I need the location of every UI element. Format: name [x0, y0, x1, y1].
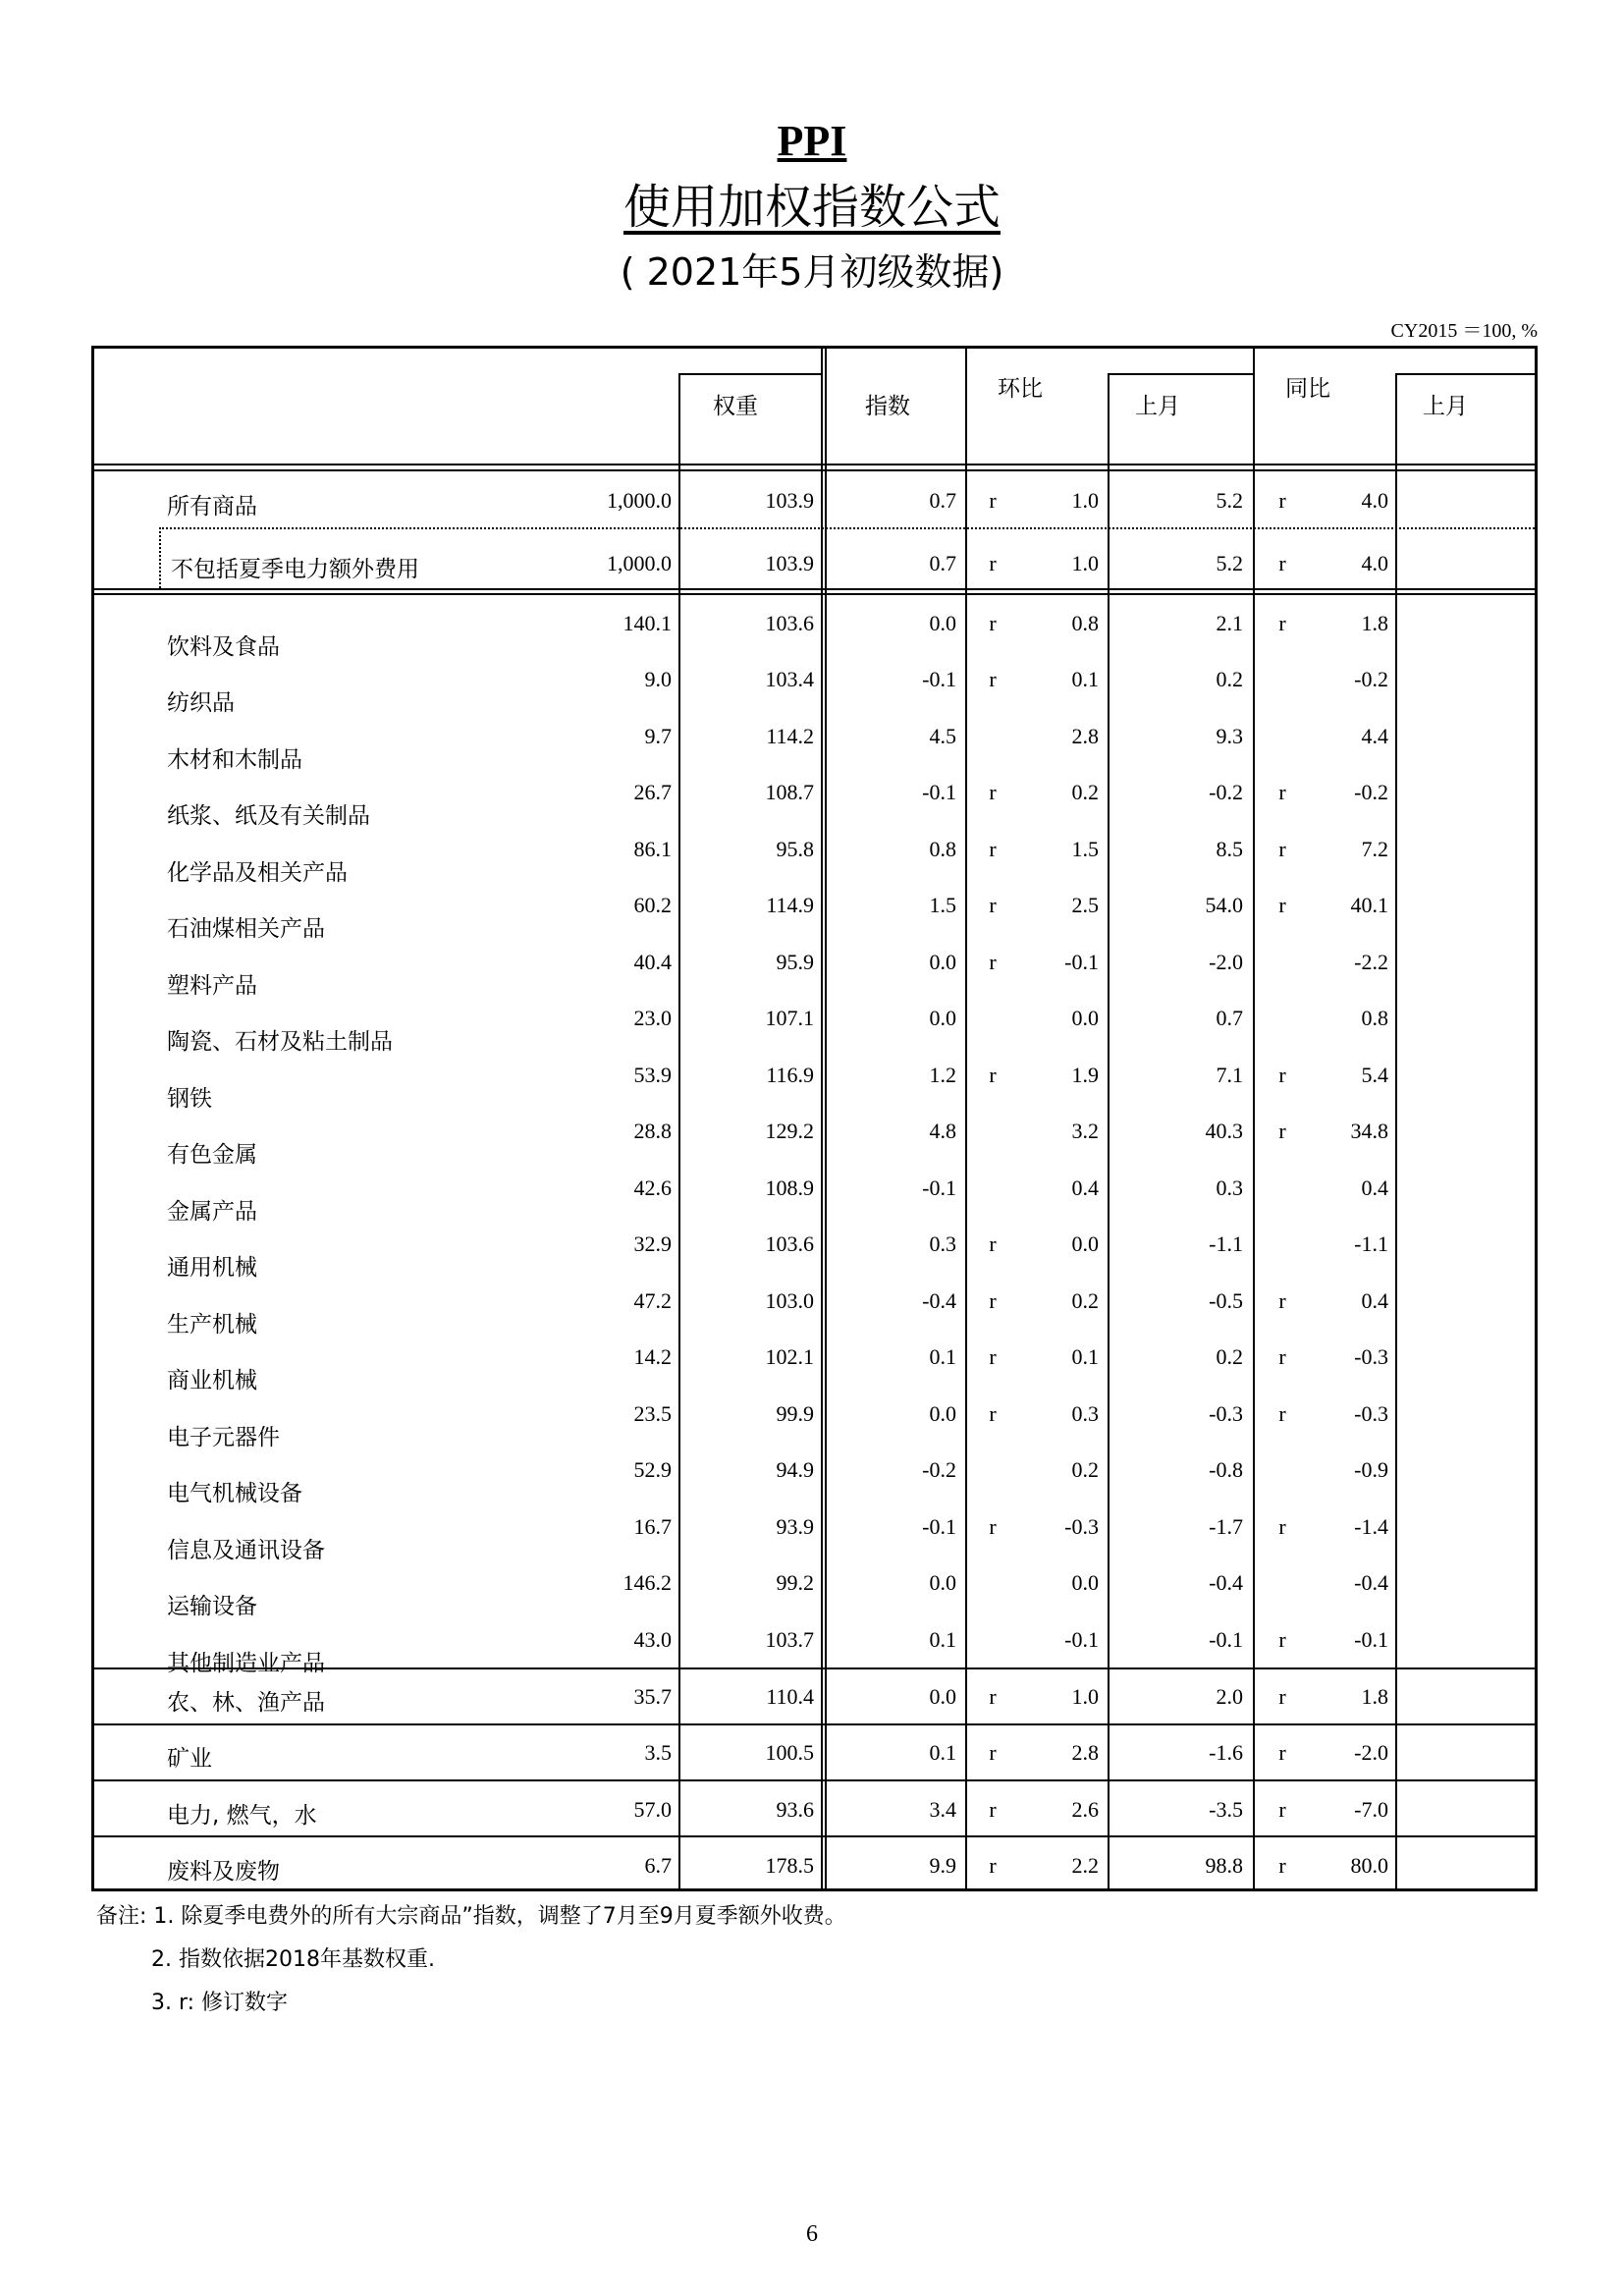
cell-yoy: 5.2 — [1216, 551, 1243, 575]
cell-weight: 23.5 — [633, 1401, 672, 1426]
cell-mom-prev: 1.0 — [1071, 1684, 1099, 1709]
cell-index: 103.6 — [765, 1231, 814, 1256]
row-divider — [94, 1835, 1535, 1837]
table-row — [94, 1283, 1535, 1338]
cell-mom-prev: 2.6 — [1071, 1797, 1099, 1822]
cell-mom: 4.8 — [929, 1119, 956, 1143]
cell-yoy-prev: -1.1 — [1354, 1231, 1388, 1256]
cell-mom-revised: r — [989, 950, 997, 974]
cell-yoy-prev: -0.2 — [1354, 780, 1388, 804]
cell-mom: 3.4 — [929, 1797, 956, 1822]
cell-yoy: 0.7 — [1216, 1006, 1243, 1030]
cell-yoy-revised: r — [1278, 837, 1286, 861]
cell-mom-revised: r — [989, 1853, 997, 1878]
cell-weight: 9.7 — [644, 724, 672, 748]
cell-yoy: 0.2 — [1216, 1344, 1243, 1369]
row-label: 纺织品 — [167, 690, 235, 716]
cell-yoy-prev: -0.4 — [1354, 1570, 1388, 1595]
cell-index: 107.1 — [765, 1006, 814, 1030]
cell-weight: 1,000.0 — [607, 551, 672, 575]
footnote-1: 备注: 1. 除夏季电费外的所有大宗商品”指数，调整了7月至9月夏季额外收费。 — [96, 1904, 846, 1929]
row-label: 商业机械 — [167, 1368, 257, 1394]
cell-weight: 32.9 — [633, 1231, 672, 1256]
cell-yoy-prev: 34.8 — [1350, 1119, 1388, 1143]
table-row — [94, 944, 1535, 999]
col-header-index: 指数 — [865, 394, 910, 419]
cell-mom-revised: r — [989, 551, 997, 575]
table-row — [94, 1057, 1535, 1112]
cell-mom-prev: 0.1 — [1071, 1344, 1099, 1369]
cell-mom: -0.1 — [922, 667, 956, 691]
cell-yoy-revised: r — [1278, 1119, 1286, 1143]
cell-yoy-prev: -1.4 — [1354, 1514, 1388, 1539]
cell-mom-prev: 0.8 — [1071, 611, 1099, 635]
page-number: 6 — [806, 2221, 818, 2247]
page-title: PPI — [777, 117, 847, 165]
cell-index: 100.5 — [765, 1740, 814, 1765]
cell-yoy: 0.3 — [1216, 1175, 1243, 1200]
footnote-3: 3. r: 修订数字 — [151, 1991, 289, 2015]
cell-yoy-revised: r — [1278, 611, 1286, 635]
cell-mom: 0.7 — [929, 551, 956, 575]
cell-index: 99.9 — [776, 1401, 814, 1426]
footnotes — [96, 1895, 846, 2025]
cell-index: 114.9 — [766, 893, 814, 917]
header-line — [678, 373, 823, 375]
cell-weight: 42.6 — [633, 1175, 672, 1200]
cell-yoy: 54.0 — [1205, 893, 1243, 917]
cell-mom: 0.8 — [929, 837, 956, 861]
cell-index: 129.2 — [765, 1119, 814, 1143]
cell-yoy: -1.7 — [1209, 1514, 1243, 1539]
cell-yoy: -2.0 — [1209, 950, 1243, 974]
cell-mom: -0.2 — [922, 1457, 956, 1482]
header-line — [94, 469, 1535, 471]
cell-mom: 9.9 — [929, 1853, 956, 1878]
cell-weight: 43.0 — [633, 1627, 672, 1652]
cell-yoy-revised: r — [1278, 1514, 1286, 1539]
cell-yoy-prev: 4.0 — [1361, 551, 1388, 575]
cell-index: 94.9 — [776, 1457, 814, 1482]
cell-mom: 0.0 — [929, 611, 956, 635]
table-row — [94, 718, 1535, 773]
table-row — [94, 605, 1535, 660]
cell-weight: 1,000.0 — [607, 488, 672, 513]
cell-mom: 0.0 — [929, 1570, 956, 1595]
cell-yoy-prev: 5.4 — [1361, 1063, 1388, 1087]
cell-index: 108.7 — [765, 780, 814, 804]
cell-yoy-revised: r — [1278, 1401, 1286, 1426]
col-header-weight: 权重 — [713, 394, 758, 419]
cell-index: 114.2 — [766, 724, 814, 748]
cell-yoy: -0.5 — [1209, 1288, 1243, 1313]
row-label: 纸浆、纸及有关制品 — [167, 803, 370, 829]
cell-yoy: 98.8 — [1205, 1853, 1243, 1878]
cell-mom-prev: 0.0 — [1071, 1570, 1099, 1595]
cell-index: 93.6 — [776, 1797, 814, 1822]
cell-index: 103.4 — [765, 667, 814, 691]
cell-mom: 0.1 — [929, 1344, 956, 1369]
cell-yoy: 0.2 — [1216, 667, 1243, 691]
cell-weight: 57.0 — [633, 1797, 672, 1822]
cell-yoy: -3.5 — [1209, 1797, 1243, 1822]
cell-index: 116.9 — [766, 1063, 814, 1087]
cell-mom-prev: 1.5 — [1071, 837, 1099, 861]
cell-mom-revised: r — [989, 611, 997, 635]
table-row — [94, 1113, 1535, 1168]
cell-mom: 0.3 — [929, 1231, 956, 1256]
row-label: 塑料产品 — [167, 973, 257, 999]
cell-mom-revised: r — [989, 488, 997, 513]
cell-mom-prev: -0.3 — [1064, 1514, 1099, 1539]
cell-yoy-prev: -2.2 — [1354, 950, 1388, 974]
table-row — [94, 1226, 1535, 1281]
table-row — [94, 1791, 1535, 1831]
cell-mom-revised: r — [989, 1740, 997, 1765]
cell-mom-revised: r — [989, 1684, 997, 1709]
cell-mom: -0.4 — [922, 1288, 956, 1313]
cell-mom-revised: r — [989, 1401, 997, 1426]
cell-yoy-revised: r — [1278, 1288, 1286, 1313]
cell-mom-prev: 1.0 — [1071, 551, 1099, 575]
cell-mom-prev: -0.1 — [1064, 1627, 1099, 1652]
table-row — [94, 545, 1535, 584]
cell-yoy-revised: r — [1278, 780, 1286, 804]
cell-index: 99.2 — [776, 1570, 814, 1595]
cell-yoy-prev: 1.8 — [1361, 1684, 1388, 1709]
cell-yoy: -0.8 — [1209, 1457, 1243, 1482]
cell-yoy-revised: r — [1278, 893, 1286, 917]
table-row — [94, 887, 1535, 942]
cell-weight: 6.7 — [644, 1853, 672, 1878]
cell-mom-prev: 0.1 — [1071, 667, 1099, 691]
cell-weight: 14.2 — [633, 1344, 672, 1369]
header-line — [94, 464, 1535, 465]
ppi-table — [91, 346, 1538, 1891]
cell-mom-prev: 0.2 — [1071, 1457, 1099, 1482]
header-line — [1395, 373, 1535, 375]
cell-index: 110.4 — [766, 1684, 814, 1709]
cell-weight: 47.2 — [633, 1288, 672, 1313]
col-header-mom-prev: 上月 — [1135, 394, 1180, 419]
cell-yoy: -0.2 — [1209, 780, 1243, 804]
cell-mom-prev: 0.0 — [1071, 1231, 1099, 1256]
row-label: 不包括夏季电力额外费用 — [171, 557, 419, 582]
row-label: 生产机械 — [167, 1312, 257, 1338]
cell-mom: 1.2 — [929, 1063, 956, 1087]
cell-yoy-revised: r — [1278, 1684, 1286, 1709]
row-label: 金属产品 — [167, 1199, 257, 1225]
cell-weight: 40.4 — [633, 950, 672, 974]
table-row — [94, 482, 1535, 521]
cell-weight: 9.0 — [644, 667, 672, 691]
col-header-yoy-prev: 上月 — [1423, 394, 1468, 419]
cell-yoy: 9.3 — [1216, 724, 1243, 748]
cell-weight: 35.7 — [633, 1684, 672, 1709]
cell-yoy-prev: -0.3 — [1354, 1344, 1388, 1369]
cell-yoy: 2.0 — [1216, 1684, 1243, 1709]
cell-mom-prev: 1.9 — [1071, 1063, 1099, 1087]
cell-mom-revised: r — [989, 1288, 997, 1313]
row-label: 电子元器件 — [167, 1425, 280, 1450]
cell-yoy-prev: -0.9 — [1354, 1457, 1388, 1482]
row-divider — [94, 593, 1535, 595]
cell-mom-prev: 0.0 — [1071, 1006, 1099, 1030]
cell-weight: 3.5 — [644, 1740, 672, 1765]
row-label: 石油煤相关产品 — [167, 916, 325, 942]
cell-yoy-revised: r — [1278, 551, 1286, 575]
cell-mom-prev: 0.3 — [1071, 1401, 1099, 1426]
cell-mom-revised: r — [989, 1063, 997, 1087]
cell-mom-prev: 2.2 — [1071, 1853, 1099, 1878]
row-label: 废料及废物 — [167, 1859, 280, 1885]
cell-mom-prev: 1.0 — [1071, 488, 1099, 513]
col-header-mom: 环比 — [998, 376, 1043, 402]
cell-yoy: 8.5 — [1216, 837, 1243, 861]
cell-index: 93.9 — [776, 1514, 814, 1539]
row-label: 电力, 燃气，水 — [167, 1803, 317, 1829]
table-row — [94, 831, 1535, 886]
cell-yoy: 5.2 — [1216, 488, 1243, 513]
cell-mom-revised: r — [989, 667, 997, 691]
table-row — [94, 1564, 1535, 1619]
cell-yoy-prev: 80.0 — [1350, 1853, 1388, 1878]
row-label: 所有商品 — [167, 494, 257, 519]
cell-mom: 0.1 — [929, 1627, 956, 1652]
table-row — [94, 1734, 1535, 1774]
cell-mom-revised: r — [989, 1797, 997, 1822]
cell-yoy-prev: 0.4 — [1361, 1288, 1388, 1313]
table-row — [94, 774, 1535, 829]
cell-yoy-prev: -2.0 — [1354, 1740, 1388, 1765]
cell-mom-prev: 2.8 — [1071, 1740, 1099, 1765]
cell-yoy-prev: 7.2 — [1361, 837, 1388, 861]
cell-yoy: -0.1 — [1209, 1627, 1243, 1652]
cell-weight: 86.1 — [633, 837, 672, 861]
cell-mom-prev: 0.2 — [1071, 1288, 1099, 1313]
unit-note: CY2015 ＝100, % — [1390, 320, 1538, 342]
cell-mom: 0.0 — [929, 950, 956, 974]
cell-yoy-prev: 4.4 — [1361, 724, 1388, 748]
cell-mom: 4.5 — [929, 724, 956, 748]
cell-mom-prev: 2.8 — [1071, 724, 1099, 748]
table-row — [94, 1339, 1535, 1394]
row-label: 有色金属 — [167, 1142, 257, 1168]
cell-index: 103.6 — [765, 611, 814, 635]
cell-yoy-prev: 40.1 — [1350, 893, 1388, 917]
cell-index: 103.9 — [765, 551, 814, 575]
header-line — [1108, 373, 1253, 375]
row-label: 木材和木制品 — [167, 747, 302, 773]
cell-weight: 146.2 — [623, 1570, 672, 1595]
cell-yoy-revised: r — [1278, 1627, 1286, 1652]
row-label: 其他制造业产品 — [167, 1651, 325, 1676]
cell-yoy-revised: r — [1278, 1063, 1286, 1087]
row-divider — [94, 588, 1535, 590]
cell-index: 95.8 — [776, 837, 814, 861]
cell-mom: 0.7 — [929, 488, 956, 513]
table-row — [94, 1621, 1535, 1676]
cell-weight: 23.0 — [633, 1006, 672, 1030]
cell-yoy-revised: r — [1278, 1797, 1286, 1822]
cell-yoy-prev: 0.4 — [1361, 1175, 1388, 1200]
table-row — [94, 1000, 1535, 1055]
col-header-yoy: 同比 — [1285, 376, 1330, 402]
cell-yoy-prev: 1.8 — [1361, 611, 1388, 635]
row-divider — [94, 1779, 1535, 1781]
row-divider — [94, 1723, 1535, 1725]
row-label: 电气机械设备 — [167, 1481, 302, 1506]
cell-mom: 0.0 — [929, 1684, 956, 1709]
cell-yoy-prev: -0.1 — [1354, 1627, 1388, 1652]
cell-yoy-prev: -0.3 — [1354, 1401, 1388, 1426]
cell-yoy-prev: -7.0 — [1354, 1797, 1388, 1822]
table-row — [94, 1508, 1535, 1563]
cell-mom-revised: r — [989, 893, 997, 917]
cell-yoy-revised: r — [1278, 488, 1286, 513]
cell-index: 108.9 — [765, 1175, 814, 1200]
cell-yoy-revised: r — [1278, 1740, 1286, 1765]
cell-weight: 26.7 — [633, 780, 672, 804]
cell-yoy-prev: 4.0 — [1361, 488, 1388, 513]
cell-mom-revised: r — [989, 837, 997, 861]
cell-yoy: -1.6 — [1209, 1740, 1243, 1765]
page-subtitle: 使用加权指数公式 — [623, 180, 1001, 235]
cell-mom-prev: 0.2 — [1071, 780, 1099, 804]
cell-mom: -0.1 — [922, 1175, 956, 1200]
cell-mom-prev: 0.4 — [1071, 1175, 1099, 1200]
table-row — [94, 1170, 1535, 1225]
cell-mom: 1.5 — [929, 893, 956, 917]
row-label: 运输设备 — [167, 1594, 257, 1619]
cell-mom-prev: 2.5 — [1071, 893, 1099, 917]
row-label: 农、林、渔产品 — [167, 1690, 325, 1716]
cell-mom: -0.1 — [922, 780, 956, 804]
cell-mom: -0.1 — [922, 1514, 956, 1539]
cell-index: 102.1 — [765, 1344, 814, 1369]
table-row — [94, 1678, 1535, 1718]
row-label: 陶瓷、石材及粘土制品 — [167, 1029, 393, 1055]
cell-mom-revised: r — [989, 1344, 997, 1369]
row-label: 通用机械 — [167, 1255, 257, 1281]
table-row — [94, 661, 1535, 716]
cell-yoy-revised: r — [1278, 1344, 1286, 1369]
cell-weight: 60.2 — [633, 893, 672, 917]
cell-mom: 0.1 — [929, 1740, 956, 1765]
cell-yoy: -0.3 — [1209, 1401, 1243, 1426]
table-row — [94, 1395, 1535, 1450]
cell-mom-prev: 3.2 — [1071, 1119, 1099, 1143]
row-label: 钢铁 — [167, 1086, 212, 1112]
cell-yoy: 7.1 — [1216, 1063, 1243, 1087]
cell-weight: 140.1 — [623, 611, 672, 635]
cell-yoy: -1.1 — [1209, 1231, 1243, 1256]
row-divider-dotted — [159, 527, 1535, 529]
cell-mom-prev: -0.1 — [1064, 950, 1099, 974]
cell-index: 178.5 — [765, 1853, 814, 1878]
cell-index: 95.9 — [776, 950, 814, 974]
cell-yoy: 2.1 — [1216, 611, 1243, 635]
cell-index: 103.0 — [765, 1288, 814, 1313]
cell-index: 103.9 — [765, 488, 814, 513]
table-row — [94, 1847, 1535, 1886]
cell-yoy: -0.4 — [1209, 1570, 1243, 1595]
cell-yoy-prev: 0.8 — [1361, 1006, 1388, 1030]
cell-mom: 0.0 — [929, 1401, 956, 1426]
table-row — [94, 1451, 1535, 1506]
cell-mom-revised: r — [989, 1231, 997, 1256]
cell-mom-revised: r — [989, 780, 997, 804]
cell-weight: 28.8 — [633, 1119, 672, 1143]
row-label: 矿业 — [167, 1746, 212, 1772]
cell-weight: 16.7 — [633, 1514, 672, 1539]
cell-yoy-prev: -0.2 — [1354, 667, 1388, 691]
row-label: 信息及通讯设备 — [167, 1538, 325, 1563]
footnote-2: 2. 指数依据2018年基数权重. — [151, 1947, 435, 1972]
cell-weight: 53.9 — [633, 1063, 672, 1087]
row-label: 化学品及相关产品 — [167, 860, 348, 886]
cell-weight: 52.9 — [633, 1457, 672, 1482]
cell-mom-revised: r — [989, 1514, 997, 1539]
cell-yoy-revised: r — [1278, 1853, 1286, 1878]
cell-yoy: 40.3 — [1205, 1119, 1243, 1143]
period-label: ( 2021年5月初级数据) — [620, 250, 1004, 294]
cell-index: 103.7 — [765, 1627, 814, 1652]
row-label: 饮料及食品 — [167, 634, 280, 660]
cell-mom: 0.0 — [929, 1006, 956, 1030]
